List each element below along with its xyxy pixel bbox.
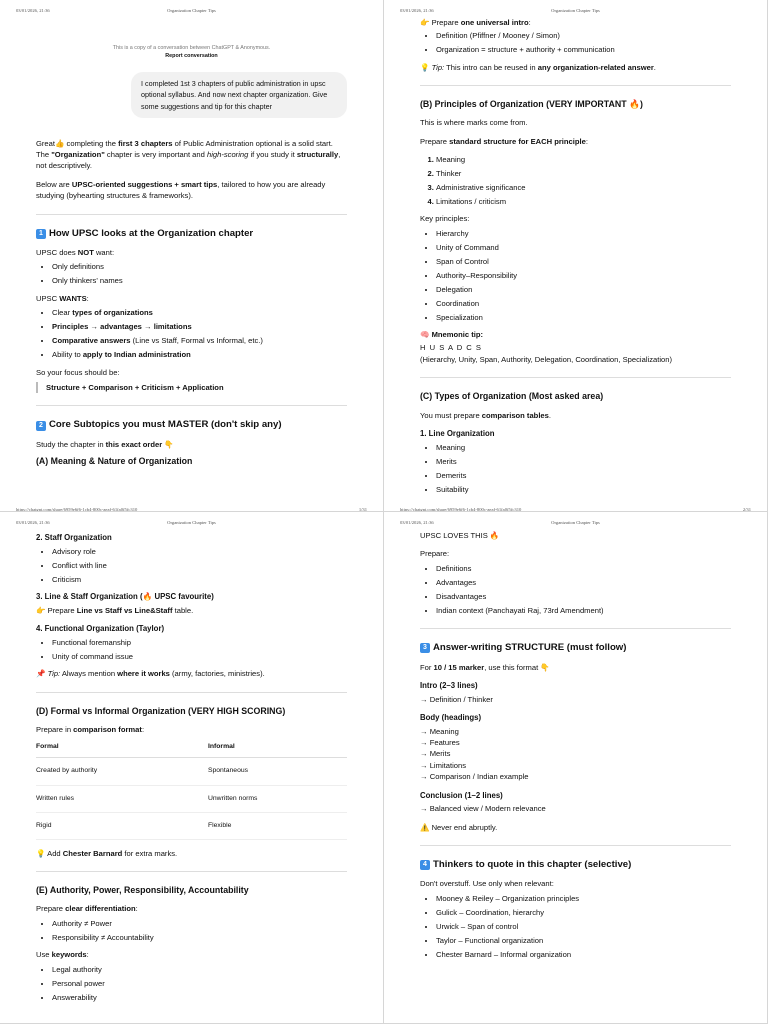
text: Great👍 completing the: [36, 138, 119, 148]
subsection-heading-d: (D) Formal vs Informal Organization (VERY HIGH SCORING): [36, 705, 286, 716]
text: Administrative significance: [436, 183, 526, 193]
body-line: → Meaning: [420, 726, 459, 736]
conclusion-heading: Conclusion (1–2 lines): [420, 790, 503, 800]
list-item: • Hierarchy: [436, 228, 731, 239]
list-item: • Conflict with line: [52, 560, 347, 571]
body-line: → Merits: [420, 749, 451, 759]
text: .: [653, 62, 656, 72]
text: :: [135, 904, 138, 914]
study-order: [36, 439, 347, 450]
focus-label: So your focus should be:: [36, 367, 120, 377]
key-principles-list: [420, 228, 731, 323]
tables-line: [420, 410, 731, 421]
text: Prepare: [36, 904, 66, 914]
bold-text: keywords: [51, 950, 87, 960]
keycap-3-icon: 3: [420, 643, 430, 653]
wants-list: [36, 307, 347, 360]
bold-text: WANTS: [59, 293, 87, 303]
comparison-format: [36, 724, 347, 735]
text: Clear: [52, 308, 73, 318]
upsc-loves: UPSC LOVES THIS 🔥: [420, 531, 500, 540]
text: Use: [36, 950, 52, 960]
list-item: • Chester Barnard – Informal organization: [436, 949, 731, 960]
text: Limitations / criticism: [436, 197, 507, 207]
differentiation-label: [36, 903, 347, 914]
list-item: • Unity of command issue: [52, 651, 347, 662]
page-content: [36, 532, 347, 1009]
heading-text: How UPSC looks at the Organization chapter: [49, 227, 254, 239]
keycap-1-icon: 1: [36, 229, 46, 239]
keycap-2-icon: 2: [36, 421, 46, 431]
text: (army, factories, ministries).: [169, 669, 265, 679]
print-title: Organization Chapter Tips: [167, 8, 216, 13]
bold-text: comparison format: [73, 724, 142, 734]
page-number: 1/31: [358, 507, 367, 512]
mnemonic: H U S A D C S: [420, 342, 482, 352]
text: :: [141, 724, 145, 734]
table-row: [36, 812, 347, 839]
user-message-bubble: I completed 1st 3 chapters of public administration in upsc optional syllabus. And now next chapter organization. Give some suggestions and tip for this chapter: [131, 72, 347, 117]
bold-text: Comparative answers: [52, 336, 131, 346]
divider: [420, 377, 731, 378]
column-header: Informal: [208, 737, 347, 758]
list-item: • Demerits: [436, 470, 731, 481]
bold-text: clear differentiation: [65, 904, 136, 914]
list-item: • Authority ≠ Power: [52, 918, 347, 929]
keycap-4-icon: 4: [420, 860, 430, 870]
text: 👇: [162, 439, 174, 449]
page-content: [36, 40, 347, 474]
print-datetime: 03/01/2026, 21:36: [16, 8, 50, 13]
text: :: [86, 950, 89, 960]
intro-heading: Intro (2–3 lines): [420, 680, 478, 690]
keywords-list: [36, 964, 347, 1003]
subsection-heading-c: (C) Types of Organization (Most asked area): [420, 391, 604, 402]
table-cell: Spontaneous: [208, 758, 347, 785]
tip-line: [36, 668, 347, 679]
list-item: • Legal authority: [52, 964, 347, 975]
bold-text: apply to Indian administration: [82, 350, 191, 360]
format-line: [420, 662, 731, 673]
list-item: • Advantages: [436, 577, 731, 588]
text: :: [86, 293, 89, 303]
page-url: https://chatgpt.com/share/6959e6f6-1cb4-800c-aeaf-61fa0f5fc310: [400, 507, 522, 512]
intro-paragraph-2: [36, 179, 347, 202]
bold-text: NOT: [77, 248, 94, 258]
list-item: • Advisory role: [52, 546, 347, 557]
italic-text: high-scoring: [206, 150, 249, 160]
body-lines: [420, 726, 731, 783]
text: UPSC: [36, 293, 60, 303]
divider: [36, 214, 347, 215]
body-heading: Body (headings): [420, 712, 482, 722]
text: , not descriptively.: [36, 150, 341, 171]
intro-list: [420, 30, 731, 55]
mnemonic-expl: (Hierarchy, Unity, Span, Authority, Delegation, Coordination, Specialization): [420, 354, 672, 364]
dont-overstuff: Don't overstuff. Use only when relevant:: [420, 879, 554, 889]
text: :: [528, 18, 531, 27]
text: Thinker: [436, 169, 462, 179]
list-item: • Span of Control: [436, 256, 731, 267]
divider: [36, 692, 347, 693]
body-line: → Limitations: [420, 760, 467, 770]
pdf-page-3: [0, 512, 384, 1024]
subsection-heading-b: (B) Principles of Organization (VERY IMPORTANT 🔥): [420, 99, 643, 110]
bold-text: where it works: [117, 669, 170, 679]
list-item: • Organization = structure + authority + communication: [436, 44, 731, 55]
list-item: • Merits: [436, 456, 731, 467]
list-item: • Definitions: [436, 563, 731, 574]
list-item: • Disadvantages: [436, 591, 731, 602]
bold-text: Line vs Staff vs Line&Staff: [76, 605, 173, 615]
barnard-tip: [36, 848, 347, 859]
bold-text: Principles → advantages → limitations: [52, 322, 192, 332]
divider: [420, 85, 731, 86]
text: , use this format 👇: [484, 662, 550, 672]
list-item: • Mooney & Reiley – Organization principles: [436, 893, 731, 904]
list-item: [436, 168, 731, 179]
text: UPSC does: [36, 248, 78, 258]
list-item: [436, 154, 731, 165]
list-item: [52, 335, 347, 346]
list-item: • Coordination: [436, 298, 731, 309]
text: (Line vs Staff, Formal vs Informal, etc.): [130, 336, 263, 346]
share-note-text: This is a copy of a conversation between ChatGPT & Anonymous.: [112, 45, 271, 51]
prepare-intro: [420, 17, 731, 28]
italic-text: Tip:: [431, 62, 445, 72]
list-item: • Only thinkers' names: [52, 275, 347, 286]
list-item: • Unity of Command: [436, 242, 731, 253]
text: chapter is very important and: [104, 150, 207, 160]
prepare-list: [420, 563, 731, 616]
table-cell: Rigid: [36, 812, 208, 839]
list-item: • Suitability: [436, 484, 731, 495]
column-header: Formal: [36, 737, 208, 758]
intro-line: → Definition / Thinker: [420, 694, 493, 704]
intro-paragraph: [36, 138, 347, 172]
text: For: [420, 662, 434, 672]
print-datetime: 03/01/2026, 21:36: [400, 520, 434, 525]
marks-line: This is where marks come from.: [420, 118, 528, 128]
line-org-heading: 1. Line Organization: [420, 428, 495, 438]
text: table.: [172, 605, 194, 615]
italic-text: Tip:: [47, 669, 61, 679]
table-cell: Flexible: [208, 812, 347, 839]
list-item: • Gulick – Coordination, hierarchy: [436, 907, 731, 918]
share-note: [36, 44, 347, 60]
text: Below are: [36, 179, 72, 189]
keywords-label: [36, 949, 347, 960]
list-item: • Authority–Responsibility: [436, 270, 731, 281]
structure-list: [420, 154, 731, 207]
list-item: [436, 196, 731, 207]
list-item: • Specialization: [436, 312, 731, 323]
print-title: Organization Chapter Tips: [167, 520, 216, 525]
page-content: [420, 17, 731, 501]
list-item: • Criticism: [52, 574, 347, 585]
text: , tailored to how you are already studying (byhearting structures & frameworks).: [36, 179, 326, 201]
line-staff-heading: 3. Line & Staff Organization (🔥 UPSC favourite): [36, 592, 214, 602]
text: Meaning: [436, 155, 466, 165]
conclusion-line: → Balanced view / Modern relevance: [420, 804, 546, 814]
table-cell: Written rules: [36, 785, 208, 812]
bold-text: 🧠 Mnemonic tip:: [420, 330, 484, 340]
section-heading-2: [36, 418, 347, 432]
mnemonic-label: [420, 329, 731, 340]
divider: [36, 405, 347, 406]
standard-structure: [420, 136, 731, 147]
list-item: [52, 349, 347, 360]
bold-text: UPSC-oriented suggestions + smart tips: [71, 179, 218, 189]
formal-informal-table: [36, 737, 347, 840]
section-heading-4: [420, 858, 731, 872]
page-content: [420, 530, 731, 966]
heading-text: Core Subtopics you must MASTER (don't skip any): [49, 419, 282, 431]
text: if you study it: [248, 150, 297, 160]
bold-text: one universal intro: [460, 18, 529, 27]
differentiation-list: [36, 918, 347, 943]
pdf-page-4: [384, 512, 768, 1024]
text: This intro can be reused in: [444, 62, 538, 72]
functional-org-list: [36, 637, 347, 662]
functional-org-heading: 4. Functional Organization (Taylor): [36, 624, 165, 634]
lightbulb-icon: 💡: [420, 62, 432, 72]
key-principles-label: Key principles:: [420, 214, 470, 224]
not-want-list: [36, 261, 347, 286]
text: 👉 Prepare: [420, 18, 461, 27]
text: for extra marks.: [122, 848, 178, 858]
bold-text: 10 / 15 marker: [433, 662, 485, 672]
table-header-row: [36, 737, 347, 758]
table-cell: Unwritten norms: [208, 785, 347, 812]
page-url: https://chatgpt.com/share/6959e6f6-1cb4-800c-aeaf-61fa0f5fc310: [16, 507, 138, 512]
line-staff-prep: [36, 605, 347, 616]
bold-text: comparison tables: [481, 410, 549, 420]
print-title: Organization Chapter Tips: [551, 8, 600, 13]
list-item: [52, 321, 347, 332]
list-item: • Meaning: [436, 442, 731, 453]
not-want-label: [36, 247, 347, 258]
bold-text: this exact order: [105, 439, 163, 449]
bold-text: Chester Barnard: [62, 848, 123, 858]
bold-text: types of organizations: [72, 308, 153, 318]
text: 👉 Prepare: [36, 605, 77, 615]
section-heading-1: [36, 227, 347, 241]
subsection-heading-a: (A) Meaning & Nature of Organization: [36, 456, 193, 467]
list-item: • Definition (Pfiffner / Mooney / Simon): [436, 30, 731, 41]
table-row: [36, 758, 347, 785]
list-item: • Functional foremanship: [52, 637, 347, 648]
list-item: • Taylor – Functional organization: [436, 935, 731, 946]
text: Prepare: [420, 136, 450, 146]
list-item: • Indian context (Panchayati Raj, 73rd Amendment): [436, 605, 731, 616]
text: Always mention: [60, 669, 118, 679]
pdf-page-1: [0, 0, 384, 512]
print-title: Organization Chapter Tips: [551, 520, 600, 525]
pushpin-icon: 📌: [36, 669, 48, 679]
text: :: [585, 136, 588, 146]
bold-text: first 3 chapters: [118, 138, 173, 148]
print-datetime: 03/01/2026, 21:36: [16, 520, 50, 525]
divider: [420, 845, 731, 846]
text: The: [36, 150, 52, 160]
text: Ability to: [52, 350, 83, 360]
list-item: [52, 307, 347, 318]
thinkers-list: [420, 893, 731, 960]
list-item: • Personal power: [52, 978, 347, 989]
line-org-list: [420, 442, 731, 495]
wants-label: [36, 293, 347, 304]
print-datetime: 03/01/2026, 21:36: [400, 8, 434, 13]
text: of Public Administration optional is a solid start.: [172, 138, 333, 148]
body-line: → Comparison / Indian example: [420, 772, 529, 782]
list-item: • Urwick – Span of control: [436, 921, 731, 932]
bold-text: any organization-related answer: [537, 62, 654, 72]
focus-quote: Structure + Comparison + Criticism + Application: [36, 382, 347, 393]
list-item: • Delegation: [436, 284, 731, 295]
section-heading-3: [420, 641, 731, 655]
heading-text: Thinkers to quote in this chapter (selective): [433, 859, 632, 871]
list-item: [436, 182, 731, 193]
text: Study the chapter in: [36, 439, 106, 449]
heading-text: Answer-writing STRUCTURE (must follow): [433, 642, 627, 654]
bold-text: structurally: [296, 150, 339, 160]
text: Prepare in: [36, 724, 74, 734]
page-number: 2/31: [742, 507, 751, 512]
table-row: [36, 785, 347, 812]
bold-text: standard structure for EACH principle: [449, 136, 586, 146]
text: You must prepare: [420, 410, 482, 420]
warning-line: ⚠️ Never end abruptly.: [420, 822, 498, 832]
list-item: • Responsibility ≠ Accountability: [52, 932, 347, 943]
text: want:: [93, 248, 115, 258]
bold-text: "Organization": [51, 150, 105, 160]
prepare-label: Prepare:: [420, 549, 450, 559]
body-line: → Features: [420, 738, 460, 748]
subsection-heading-e: (E) Authority, Power, Responsibility, Accountability: [36, 885, 249, 896]
tip-line: [420, 62, 731, 73]
list-item: • Answerability: [52, 992, 347, 1003]
divider: [36, 871, 347, 872]
list-item: • Only definitions: [52, 261, 347, 272]
pdf-page-2: [384, 0, 768, 512]
table-cell: Created by authority: [36, 758, 208, 785]
staff-org-list: [36, 546, 347, 585]
report-conversation-link[interactable]: Report conversation: [165, 53, 218, 60]
text: 💡 Add: [36, 848, 63, 858]
divider: [420, 628, 731, 629]
text: .: [548, 410, 552, 420]
staff-org-heading: 2. Staff Organization: [36, 533, 112, 542]
